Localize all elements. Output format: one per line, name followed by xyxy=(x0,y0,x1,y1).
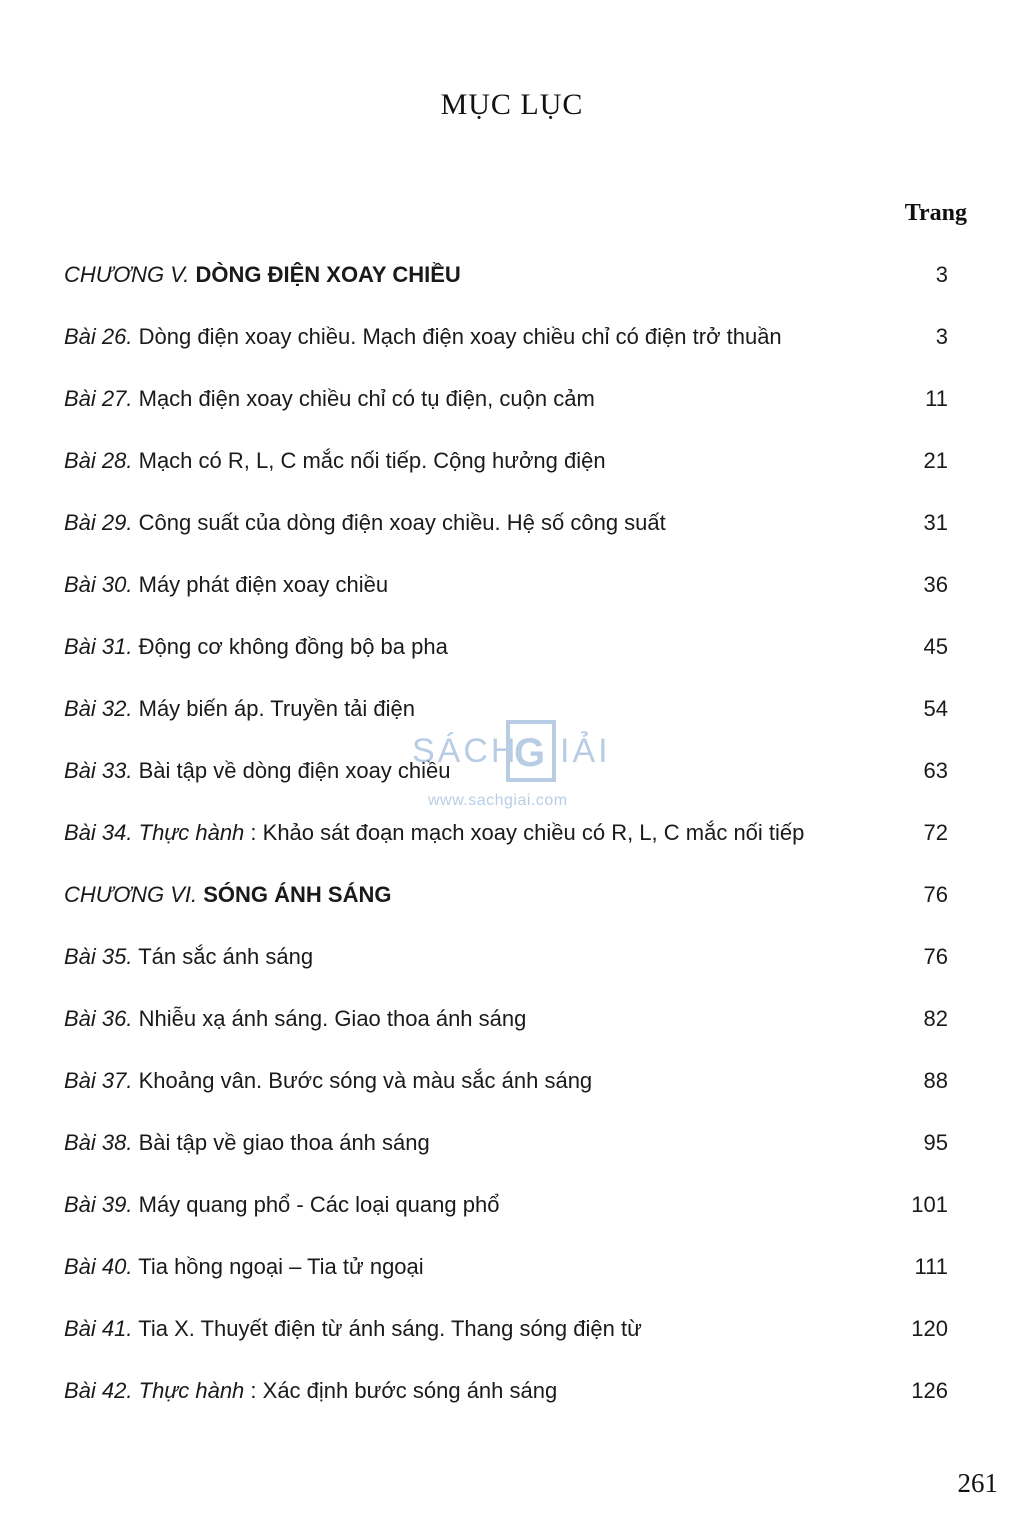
toc-lesson-row xyxy=(64,1062,964,1124)
toc-entry-page: 63 xyxy=(923,758,948,783)
toc-entry-prefix: Bài 41. xyxy=(64,1316,133,1341)
toc-entry-prefix: Bài 40. xyxy=(64,1254,133,1279)
toc-entry-title xyxy=(64,694,415,724)
toc-entry-title xyxy=(64,1128,430,1158)
toc-entry-prefix: Bài 34. xyxy=(64,820,133,845)
svg-text:G: G xyxy=(514,731,546,775)
toc-entry-text: Mạch điện xoay chiều chỉ có tụ điện, cuộn cảm xyxy=(138,386,595,411)
toc-entry-text: : Xác định bước sóng ánh sáng xyxy=(250,1378,558,1403)
toc-lesson-row xyxy=(64,1124,964,1186)
svg-text:IẢI: IẢI xyxy=(560,732,611,770)
toc-entry-title xyxy=(64,632,448,662)
toc-entry-title xyxy=(64,1314,642,1344)
toc-entry-text: Tia X. Thuyết điện từ ánh sáng. Thang sóng điện từ xyxy=(138,1316,642,1341)
toc-entry-text: Máy biến áp. Truyền tải điện xyxy=(138,696,416,721)
toc-entry-title xyxy=(64,322,782,352)
toc-entry-title xyxy=(64,1252,424,1282)
toc-entry-page: 3 xyxy=(935,324,948,349)
toc-entry-page: 72 xyxy=(923,820,948,845)
watermark-logo-icon xyxy=(412,718,622,782)
toc-entry-title xyxy=(64,446,606,476)
toc-entry-prefix: CHƯƠNG VI. xyxy=(64,882,198,907)
toc-entry-prefix: Bài 30. xyxy=(64,572,133,597)
toc-entry-page: 76 xyxy=(923,882,948,907)
svg-text:SÁCH: SÁCH xyxy=(412,732,519,770)
toc-entry-text: DÒNG ĐIỆN XOAY CHIỀU xyxy=(195,262,461,287)
toc-entry-prefix: Bài 32. xyxy=(64,696,133,721)
toc-chapter-row xyxy=(64,876,964,938)
toc-entry-prefix: Bài 37. xyxy=(64,1068,133,1093)
toc-entry-prefix: Bài 27. xyxy=(64,386,133,411)
toc-lesson-row xyxy=(64,442,964,504)
toc-entry-title xyxy=(64,508,666,538)
toc-entry-text: SÓNG ÁNH SÁNG xyxy=(203,882,392,907)
toc-entry-page: 101 xyxy=(911,1192,948,1217)
toc-lesson-row xyxy=(64,1186,964,1248)
toc-entry-title xyxy=(64,384,595,414)
toc-entry-page: 88 xyxy=(923,1068,948,1093)
toc-entry-prefix: Bài 39. xyxy=(64,1192,133,1217)
watermark-url: www.sachgiai.com xyxy=(428,792,568,809)
toc-entry-page: 11 xyxy=(925,386,948,411)
toc-lesson-row xyxy=(64,566,964,628)
toc-entry-page: 95 xyxy=(923,1130,948,1155)
toc-lesson-row xyxy=(64,1000,964,1062)
toc-entry-text: Bài tập về giao thoa ánh sáng xyxy=(138,1130,430,1155)
toc-entry-practice-label: Thực hành xyxy=(138,1378,245,1403)
toc-entry-page: 31 xyxy=(923,510,948,535)
toc-entry-title xyxy=(64,756,451,786)
toc-entry-title xyxy=(64,1004,526,1034)
toc-lesson-row xyxy=(64,318,964,380)
page-column-header: Trang xyxy=(904,200,967,226)
toc-entry-page: 21 xyxy=(923,448,948,473)
toc-entry-title xyxy=(64,818,804,848)
toc-entry-page: 111 xyxy=(914,1254,948,1279)
toc-entry-prefix: Bài 35. xyxy=(64,944,133,969)
table-of-contents xyxy=(64,256,964,1434)
toc-entry-text: Máy phát điện xoay chiều xyxy=(138,572,389,597)
toc-entry-page: 3 xyxy=(935,262,948,287)
toc-entry-text: Công suất của dòng điện xoay chiều. Hệ số công suất xyxy=(138,510,666,535)
toc-entry-text: Tán sắc ánh sáng xyxy=(138,944,314,969)
watermark xyxy=(412,718,622,814)
toc-entry-title xyxy=(64,880,391,910)
toc-entry-title xyxy=(64,260,461,290)
toc-entry-prefix: Bài 28. xyxy=(64,448,133,473)
toc-entry-prefix: Bài 31. xyxy=(64,634,133,659)
toc-lesson-row xyxy=(64,380,964,442)
toc-entry-page: 120 xyxy=(911,1316,948,1341)
toc-entry-title xyxy=(64,1066,592,1096)
toc-lesson-row xyxy=(64,628,964,690)
toc-entry-text: : Khảo sát đoạn mạch xoay chiều có R, L, C mắc nối tiếp xyxy=(250,820,805,845)
toc-entry-page: 36 xyxy=(923,572,948,597)
toc-entry-text: Động cơ không đồng bộ ba pha xyxy=(138,634,448,659)
toc-entry-title xyxy=(64,570,388,600)
page-number: 261 xyxy=(957,1468,998,1498)
toc-entry-prefix: Bài 33. xyxy=(64,758,133,783)
toc-entry-title xyxy=(64,942,313,972)
toc-lesson-row xyxy=(64,938,964,1000)
toc-entry-prefix: Bài 29. xyxy=(64,510,133,535)
toc-entry-text: Tia hồng ngoại – Tia tử ngoại xyxy=(138,1254,424,1279)
toc-entry-text: Máy quang phổ - Các loại quang phổ xyxy=(138,1192,500,1217)
toc-entry-page: 54 xyxy=(923,696,948,721)
toc-entry-text: Khoảng vân. Bước sóng và màu sắc ánh sáng xyxy=(138,1068,593,1093)
toc-entry-title xyxy=(64,1376,557,1406)
toc-lesson-row xyxy=(64,1372,964,1434)
toc-entry-prefix: CHƯƠNG V. xyxy=(64,262,190,287)
toc-entry-page: 76 xyxy=(923,944,948,969)
toc-entry-text: Dòng điện xoay chiều. Mạch điện xoay chiều chỉ có điện trở thuần xyxy=(138,324,782,349)
toc-entry-prefix: Bài 26. xyxy=(64,324,133,349)
toc-entry-text: Nhiễu xạ ánh sáng. Giao thoa ánh sáng xyxy=(138,1006,527,1031)
toc-lesson-row xyxy=(64,504,964,566)
toc-entry-prefix: Bài 38. xyxy=(64,1130,133,1155)
toc-lesson-row xyxy=(64,1248,964,1310)
page-title: MỤC LỤC xyxy=(440,88,584,121)
toc-entry-prefix: Bài 42. xyxy=(64,1378,133,1403)
toc-entry-page: 45 xyxy=(923,634,948,659)
toc-entry-page: 82 xyxy=(923,1006,948,1031)
toc-entry-text: Bài tập về dòng điện xoay chiều xyxy=(138,758,451,783)
toc-entry-title xyxy=(64,1190,499,1220)
toc-entry-practice-label: Thực hành xyxy=(138,820,245,845)
toc-lesson-row xyxy=(64,1310,964,1372)
toc-chapter-row xyxy=(64,256,964,318)
toc-entry-prefix: Bài 36. xyxy=(64,1006,133,1031)
toc-entry-page: 126 xyxy=(911,1378,948,1403)
toc-lesson-row xyxy=(64,814,964,876)
toc-entry-text: Mạch có R, L, C mắc nối tiếp. Cộng hưởng điện xyxy=(138,448,606,473)
